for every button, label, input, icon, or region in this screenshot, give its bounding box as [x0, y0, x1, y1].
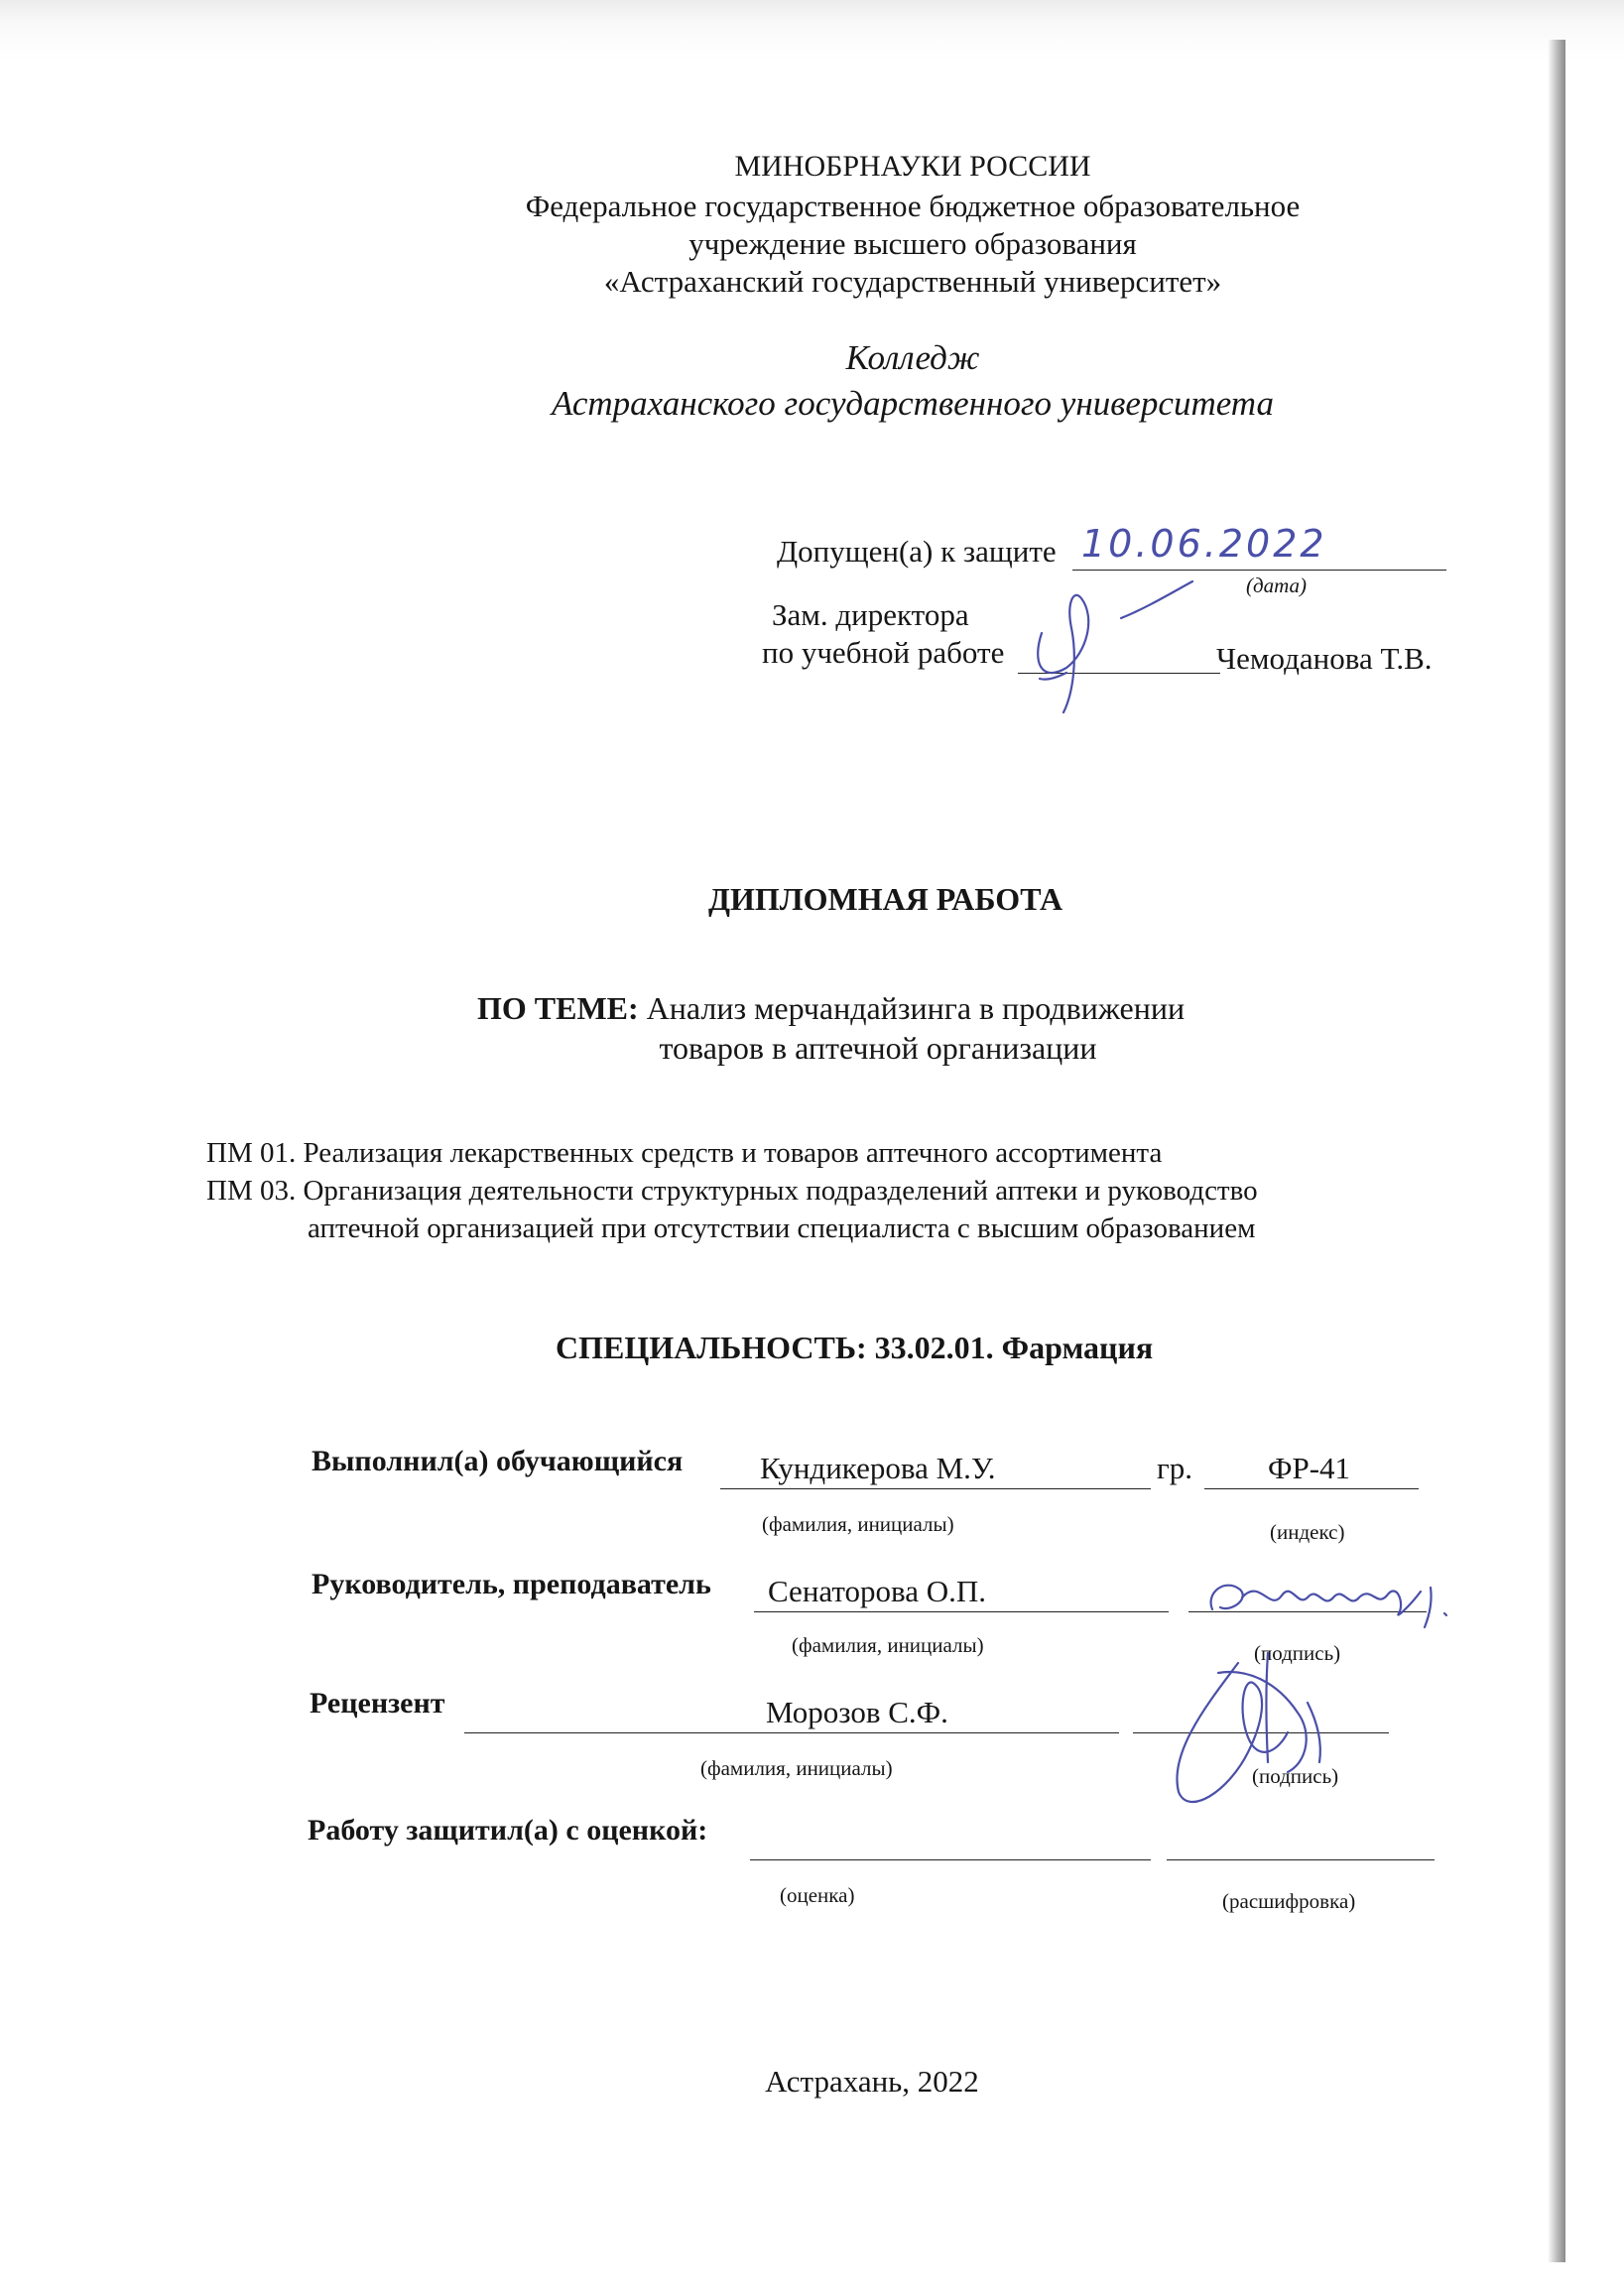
city-year: Астрахань, 2022 — [765, 2064, 979, 2099]
admitted-label: Допущен(а) к защите — [777, 534, 1057, 569]
reviewer-label: Рецензент — [310, 1687, 445, 1720]
supervisor-name-caption: (фамилия, инициалы) — [792, 1633, 984, 1657]
supervisor-signature — [1200, 1568, 1458, 1637]
org-line-1: Федеральное государственное бюджетное образовательное — [525, 189, 1301, 223]
reviewer-sign-caption: (подпись) — [1252, 1764, 1339, 1788]
group-caption: (индекс) — [1270, 1520, 1345, 1544]
ministry-line: МИНОБРНАУКИ РОССИИ — [734, 150, 1091, 183]
topic-label: ПО ТЕМЕ: — [477, 990, 639, 1026]
deputy-name: Чемоданова Т.В. — [1216, 641, 1433, 676]
topic-text-1: Анализ мерчандайзинга в продвижении — [646, 990, 1186, 1026]
org-line-3: «Астраханский государственный университет» — [603, 264, 1222, 299]
deputy-line-1: Зам. директора — [772, 597, 969, 632]
date-caption: (дата) — [1246, 574, 1308, 597]
reviewer-name: Морозов С.Ф. — [766, 1695, 948, 1729]
college-line-2: Астраханского государственного университета — [551, 384, 1275, 423]
topic-line-2: товаров в аптечной организации — [659, 1030, 1097, 1066]
defense-label: Работу защитил(а) с оценкой: — [308, 1814, 708, 1847]
specialty: СПЕЦИАЛЬНОСТЬ: 33.02.01. Фармация — [556, 1330, 1154, 1365]
work-type: ДИПЛОМНАЯ РАБОТА — [707, 881, 1063, 917]
module-pm03-line-1: ПМ 03. Организация деятельности структурных подразделений аптеки и руководство — [206, 1175, 1258, 1207]
reviewer-signature — [1149, 1643, 1347, 1832]
admitted-date: 10.06.2022 — [1081, 522, 1327, 566]
deputy-signature — [1012, 574, 1250, 722]
supervisor-label: Руководитель, преподаватель — [312, 1568, 711, 1600]
grade-caption: (оценка) — [780, 1883, 855, 1907]
group-label: гр. — [1157, 1451, 1192, 1485]
deputy-line-2: по учебной работе — [762, 635, 1005, 670]
supervisor-name: Сенаторова О.П. — [768, 1574, 987, 1608]
college-line-1: Колледж — [845, 338, 980, 377]
module-pm01: ПМ 01. Реализация лекарственных средств и товаров аптечного ассортимента — [206, 1137, 1163, 1169]
student-group: ФР-41 — [1268, 1451, 1351, 1485]
reviewer-name-caption: (фамилия, инициалы) — [700, 1756, 893, 1780]
admitted-date-line — [1072, 570, 1446, 571]
scan-edge-top — [0, 0, 1624, 60]
student-name-caption: (фамилия, инициалы) — [762, 1512, 954, 1536]
decode-line — [1167, 1859, 1435, 1860]
grade-line — [750, 1859, 1151, 1860]
topic-line-1 — [477, 988, 1185, 1030]
decode-caption: (расшифровка) — [1222, 1889, 1356, 1913]
org-line-2: учреждение высшего образования — [688, 226, 1137, 261]
module-pm03-line-2: аптечной организацией при отсутствии специалиста с высшим образованием — [308, 1212, 1256, 1244]
student-label: Выполнил(а) обучающийся — [312, 1445, 684, 1477]
student-name: Кундикерова М.У. — [760, 1451, 996, 1485]
supervisor-sign-caption: (подпись) — [1254, 1641, 1341, 1665]
